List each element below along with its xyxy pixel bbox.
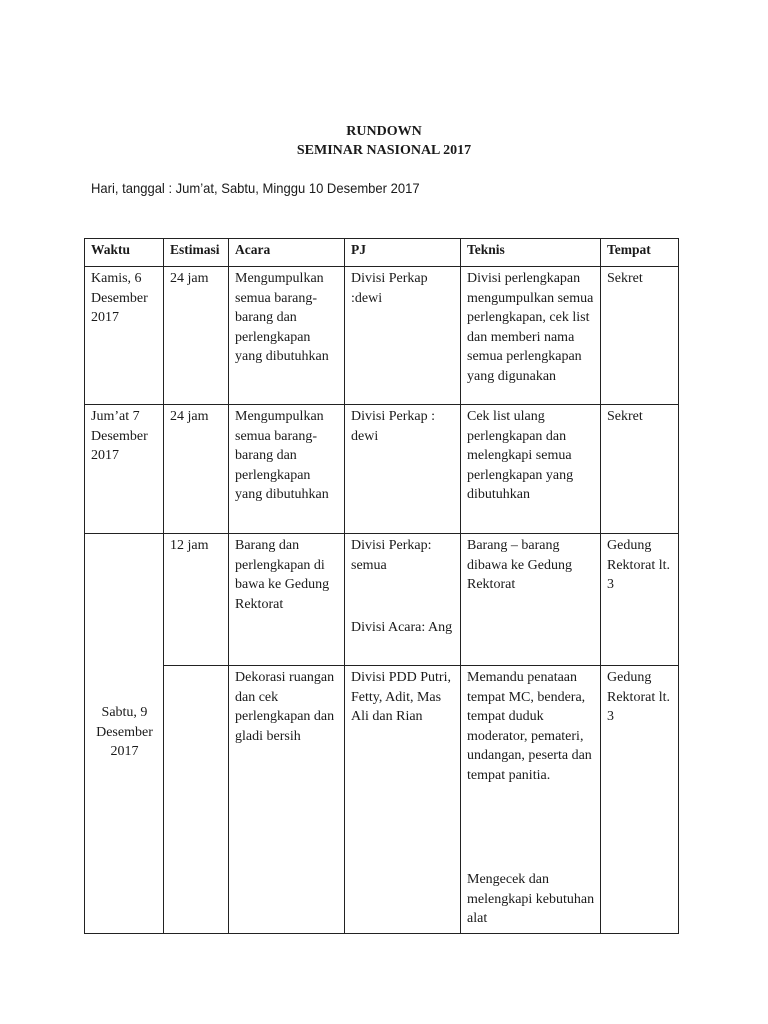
- teknis-entry: Memandu penataan tempat MC, bendera, tempat duduk moderator, pemateri, undangan, peserta dan tempat panitia.: [467, 670, 592, 783]
- cell-estimasi: [164, 666, 229, 934]
- cell-tempat: Gedung Rektorat lt. 3: [601, 666, 679, 934]
- header-tempat: Tempat: [601, 239, 679, 267]
- cell-acara: Mengumpulkan semua barang-barang dan perlengkapan yang dibutuhkan: [229, 267, 345, 405]
- cell-teknis: Cek list ulang perlengkapan dan melengkapi semua perlengkapan yang dibutuhkan: [461, 405, 601, 534]
- cell-waktu: Sabtu, 9 Desember 2017: [85, 534, 164, 934]
- cell-pj: Divisi Perkap :dewi: [345, 267, 461, 405]
- teknis-entry: Mengecek dan melengkapi kebutuhan alat: [467, 872, 595, 926]
- pj-entry: Divisi Perkap: semua: [351, 538, 432, 573]
- cell-acara: Dekorasi ruangan dan cek perlengkapan dan gladi bersih: [229, 666, 345, 934]
- cell-teknis: Divisi perlengkapan mengumpulkan semua perlengkapan, cek list dan memberi nama semua perlengkapan yang digunakan: [461, 267, 601, 405]
- header-waktu: Waktu: [85, 239, 164, 267]
- header-pj: PJ: [345, 239, 461, 267]
- header-teknis: Teknis: [461, 239, 601, 267]
- cell-pj: Divisi Perkap : dewi: [345, 405, 461, 534]
- cell-acara: Mengumpulkan semua barang-barang dan perlengkapan yang dibutuhkan: [229, 405, 345, 534]
- table-row: [85, 405, 679, 534]
- cell-estimasi: 24 jam: [164, 405, 229, 534]
- cell-waktu: Jum’at 7 Desember 2017: [85, 405, 164, 534]
- rundown-table: [84, 238, 679, 934]
- cell-acara: Barang dan perlengkapan di bawa ke Gedung Rektorat: [229, 534, 345, 666]
- page-subtitle: SEMINAR NASIONAL 2017: [296, 143, 472, 158]
- date-line: Hari, tanggal : Jum’at, Sabtu, Minggu 10 Desember 2017: [91, 180, 420, 196]
- header-estimasi: Estimasi: [164, 239, 229, 267]
- header-acara: Acara: [229, 239, 345, 267]
- table-row: [85, 666, 679, 934]
- table-row: [85, 534, 679, 666]
- cell-pj: Divisi PDD Putri, Fetty, Adit, Mas Ali dan Rian: [345, 666, 461, 934]
- table-header-row: [85, 239, 679, 267]
- table-row: [85, 267, 679, 405]
- cell-waktu: Kamis, 6 Desember 2017: [85, 267, 164, 405]
- cell-pj: [345, 534, 461, 666]
- pj-entry: Divisi Acara: Ang: [351, 620, 453, 635]
- cell-teknis: Barang – barang dibawa ke Gedung Rektorat: [461, 534, 601, 666]
- cell-estimasi: 24 jam: [164, 267, 229, 405]
- page-title: RUNDOWN: [346, 124, 422, 139]
- cell-estimasi: 12 jam: [164, 534, 229, 666]
- cell-tempat: Sekret: [601, 405, 679, 534]
- cell-tempat: Sekret: [601, 267, 679, 405]
- cell-teknis: [461, 666, 601, 934]
- cell-tempat: Gedung Rektorat lt. 3: [601, 534, 679, 666]
